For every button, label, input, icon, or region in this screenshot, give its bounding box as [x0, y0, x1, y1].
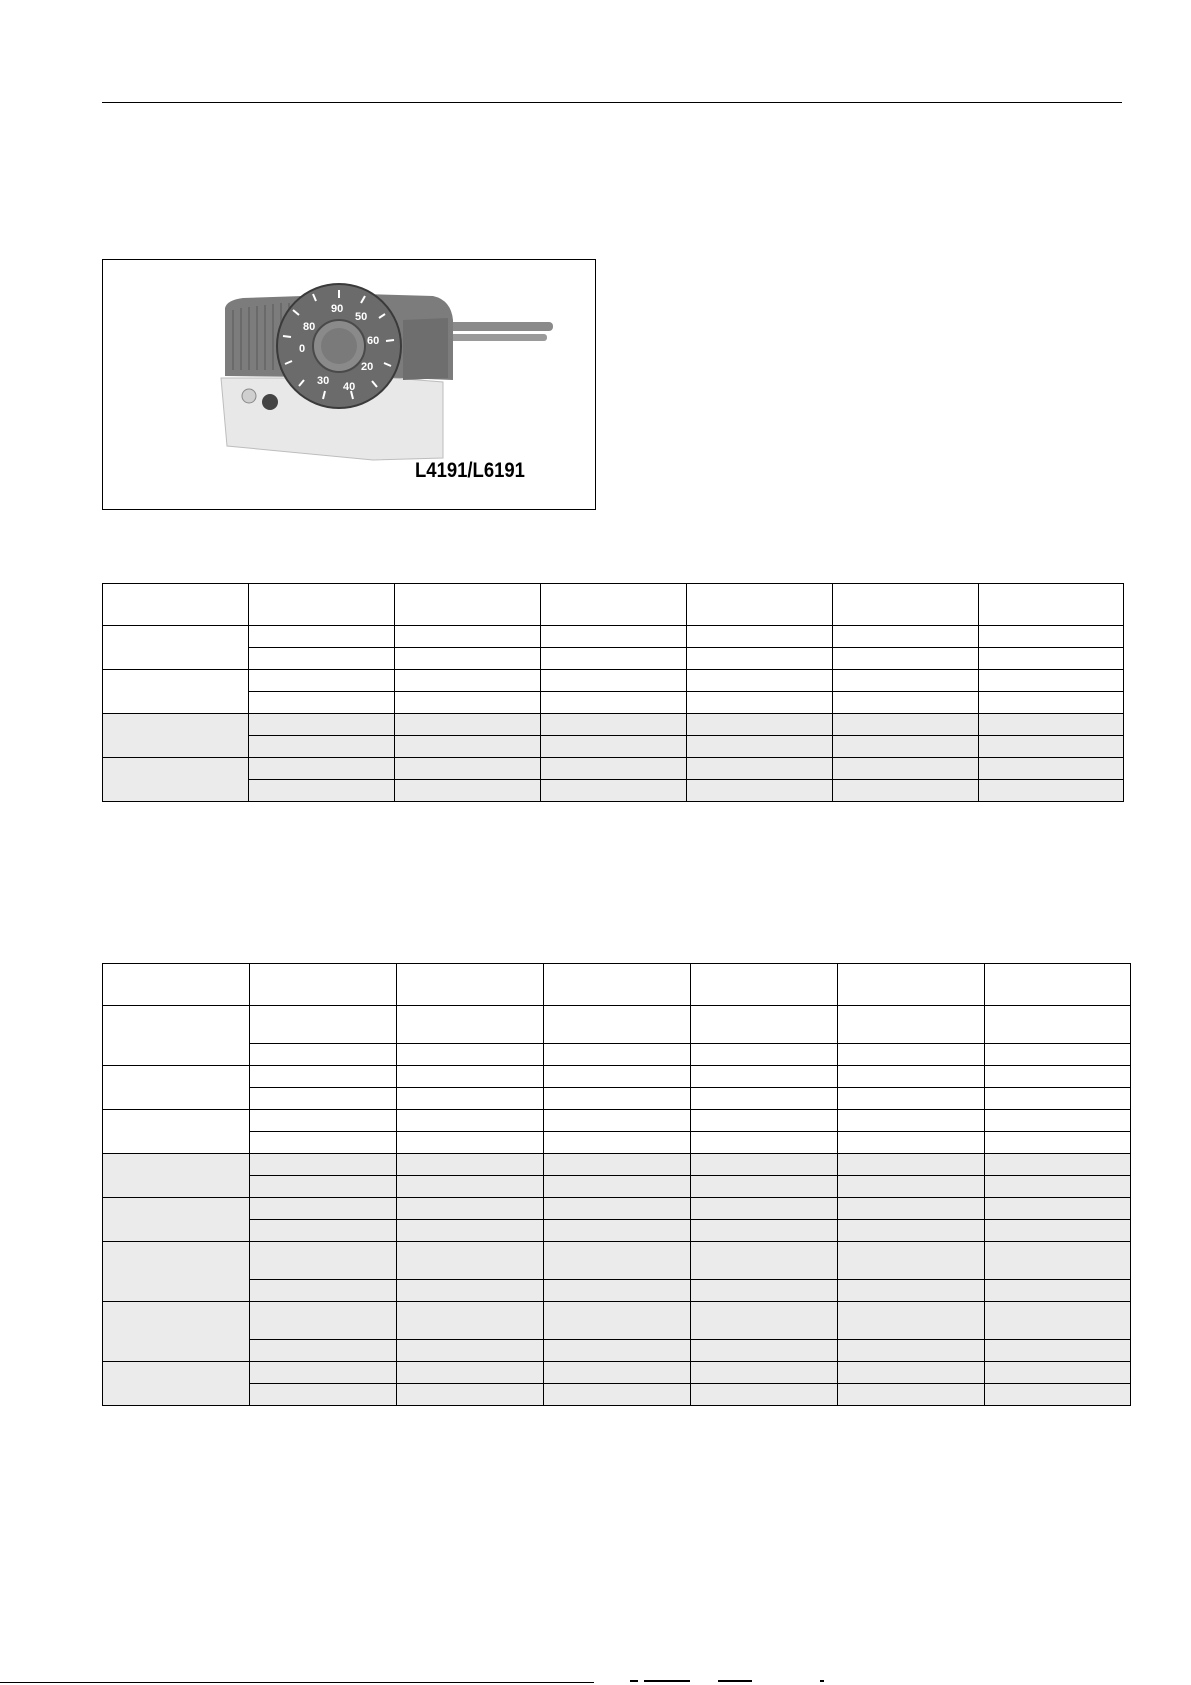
table-cell — [544, 1044, 691, 1066]
table-cell — [544, 1110, 691, 1132]
table-cell — [691, 1302, 838, 1340]
table-cell — [838, 1362, 985, 1384]
table-cell — [833, 626, 979, 648]
footer-rule — [0, 1682, 594, 1683]
table-cell — [397, 1176, 544, 1198]
table-cell — [249, 670, 395, 692]
table-cell — [985, 1302, 1131, 1340]
table-cell — [544, 964, 691, 1006]
table-cell — [250, 964, 397, 1006]
table-cell — [544, 1066, 691, 1088]
table-row — [103, 780, 1124, 802]
table-cell — [691, 964, 838, 1006]
table-cell — [541, 780, 687, 802]
table-cell — [544, 1384, 691, 1406]
table-cell — [103, 584, 249, 626]
table-row — [103, 736, 1124, 758]
table-cell — [691, 1044, 838, 1066]
table-cell — [833, 670, 979, 692]
table-cell — [397, 1132, 544, 1154]
table-cell — [249, 692, 395, 714]
table-cell — [985, 1110, 1131, 1132]
figure-caption: L4191/L6191 — [415, 459, 525, 482]
table-cell — [250, 1242, 397, 1280]
table-cell — [838, 1220, 985, 1242]
table-row — [103, 1384, 1131, 1406]
table-cell — [691, 1154, 838, 1176]
table-cell — [687, 692, 833, 714]
table-cell — [838, 1340, 985, 1362]
table-cell — [838, 1006, 985, 1044]
table-cell — [833, 584, 979, 626]
dial-number: 60 — [367, 335, 380, 347]
table-cell — [250, 1280, 397, 1302]
table-cell — [691, 1242, 838, 1280]
table-cell — [838, 1384, 985, 1406]
table-cell — [985, 1220, 1131, 1242]
table-cell — [397, 1362, 544, 1384]
table-cell — [250, 1198, 397, 1220]
table-row — [103, 626, 1124, 648]
table-cell — [833, 692, 979, 714]
table-cell — [250, 1110, 397, 1132]
table-row — [103, 1340, 1131, 1362]
table-cell — [395, 758, 541, 780]
table-cell — [985, 1006, 1131, 1044]
table-cell — [541, 692, 687, 714]
table-cell — [250, 1066, 397, 1088]
dial-number: 40 — [343, 381, 356, 393]
table-cell — [979, 670, 1124, 692]
table-cell — [544, 1220, 691, 1242]
table-cell — [691, 1176, 838, 1198]
table-cell — [397, 1384, 544, 1406]
table-cell — [541, 648, 687, 670]
table-cell — [985, 1362, 1131, 1384]
table-cell — [250, 1006, 397, 1044]
table-cell — [979, 648, 1124, 670]
table-cell — [544, 1154, 691, 1176]
table-cell — [687, 648, 833, 670]
table-cell — [544, 1280, 691, 1302]
table-cell — [691, 1088, 838, 1110]
table-cell — [838, 1280, 985, 1302]
table-cell — [541, 584, 687, 626]
table-cell — [985, 964, 1131, 1006]
table-cell — [691, 1362, 838, 1384]
dial-number: 50 — [355, 311, 368, 323]
table-cell — [833, 648, 979, 670]
table-cell — [397, 1198, 544, 1220]
table-cell — [249, 648, 395, 670]
table-cell — [979, 692, 1124, 714]
table-cell — [250, 1154, 397, 1176]
table-cell — [544, 1340, 691, 1362]
table-cell — [249, 780, 395, 802]
table-cell — [838, 964, 985, 1006]
table-cell — [544, 1302, 691, 1340]
table-cell — [985, 1132, 1131, 1154]
dial-number: 20 — [361, 361, 374, 373]
table-cell — [395, 648, 541, 670]
table-cell — [395, 736, 541, 758]
dial-number: 30 — [317, 375, 330, 387]
table-cell — [395, 714, 541, 736]
table-cell — [979, 714, 1124, 736]
table-cell — [250, 1302, 397, 1340]
table-cell — [541, 758, 687, 780]
table-cell — [544, 1242, 691, 1280]
table-cell — [250, 1340, 397, 1362]
table-cell — [395, 780, 541, 802]
table-cell — [103, 758, 249, 802]
table-cell — [103, 626, 249, 670]
table-cell — [985, 1154, 1131, 1176]
table-cell — [250, 1044, 397, 1066]
table-cell — [985, 1198, 1131, 1220]
table-cell — [250, 1176, 397, 1198]
table-cell — [103, 1110, 250, 1154]
table-cell — [691, 1132, 838, 1154]
table-cell — [833, 758, 979, 780]
table-cell — [395, 626, 541, 648]
table-cell — [838, 1132, 985, 1154]
table-cell — [979, 780, 1124, 802]
table-row — [103, 1280, 1131, 1302]
table-cell — [103, 1066, 250, 1110]
table-cell — [397, 1280, 544, 1302]
table-row — [103, 1242, 1131, 1280]
header-rule — [102, 102, 1122, 103]
table-header-row — [103, 584, 1124, 626]
table-cell — [691, 1220, 838, 1242]
table-cell — [544, 1176, 691, 1198]
table-cell — [691, 1066, 838, 1088]
table-cell — [544, 1132, 691, 1154]
table-header-row — [103, 964, 1131, 1006]
table-cell — [541, 736, 687, 758]
table-cell — [687, 758, 833, 780]
table-cell — [397, 1302, 544, 1340]
table-cell — [838, 1242, 985, 1280]
table-cell — [103, 670, 249, 714]
table-cell — [541, 714, 687, 736]
table-cell — [397, 1340, 544, 1362]
table-cell — [838, 1302, 985, 1340]
footer-marks — [630, 1679, 860, 1683]
table-cell — [103, 1006, 250, 1066]
table-cell — [541, 670, 687, 692]
table-cell — [838, 1198, 985, 1220]
table-cell — [397, 1242, 544, 1280]
table-row — [103, 1006, 1131, 1044]
table-cell — [838, 1176, 985, 1198]
table-cell — [103, 1154, 250, 1198]
table-cell — [250, 1220, 397, 1242]
table-cell — [687, 780, 833, 802]
table-row — [103, 1110, 1131, 1132]
table-cell — [985, 1044, 1131, 1066]
table-cell — [395, 692, 541, 714]
table-cell — [103, 1198, 250, 1242]
table-cell — [985, 1384, 1131, 1406]
table-row — [103, 1198, 1131, 1220]
table-row — [103, 1154, 1131, 1176]
table-cell — [397, 1154, 544, 1176]
table-2 — [102, 963, 1131, 1406]
table-cell — [103, 1242, 250, 1302]
table-row — [103, 1362, 1131, 1384]
table-cell — [395, 670, 541, 692]
table-cell — [397, 1220, 544, 1242]
table-row — [103, 1302, 1131, 1340]
table-cell — [250, 1132, 397, 1154]
product-photo-frame — [102, 259, 596, 510]
table-cell — [250, 1362, 397, 1384]
table-cell — [838, 1110, 985, 1132]
table-cell — [103, 964, 250, 1006]
table-cell — [979, 736, 1124, 758]
table-cell — [397, 1110, 544, 1132]
table-cell — [687, 736, 833, 758]
table-cell — [691, 1110, 838, 1132]
table-cell — [687, 670, 833, 692]
table-row — [103, 1176, 1131, 1198]
table-cell — [985, 1066, 1131, 1088]
table-cell — [687, 714, 833, 736]
table-cell — [979, 584, 1124, 626]
table-cell — [833, 780, 979, 802]
table-cell — [985, 1340, 1131, 1362]
table-cell — [687, 584, 833, 626]
table-cell — [544, 1088, 691, 1110]
table-row — [103, 758, 1124, 780]
table-cell — [838, 1154, 985, 1176]
table-cell — [397, 964, 544, 1006]
table-cell — [691, 1198, 838, 1220]
table-cell — [397, 1088, 544, 1110]
table-cell — [691, 1384, 838, 1406]
table-cell — [985, 1242, 1131, 1280]
table-cell — [249, 736, 395, 758]
table-cell — [691, 1280, 838, 1302]
table-row — [103, 1132, 1131, 1154]
dial-number: 0 — [299, 343, 306, 355]
table-row — [103, 1088, 1131, 1110]
table-cell — [979, 626, 1124, 648]
table-row — [103, 670, 1124, 692]
table-cell — [541, 626, 687, 648]
table-cell — [250, 1384, 397, 1406]
table-cell — [250, 1088, 397, 1110]
table-cell — [544, 1198, 691, 1220]
table-cell — [833, 736, 979, 758]
table-cell — [249, 714, 395, 736]
table-cell — [397, 1044, 544, 1066]
table-cell — [544, 1362, 691, 1384]
table-cell — [833, 714, 979, 736]
table-row — [103, 714, 1124, 736]
table-cell — [838, 1044, 985, 1066]
table-cell — [249, 584, 395, 626]
dial-number: 90 — [331, 303, 344, 315]
dial-number: 80 — [303, 321, 316, 333]
table-cell — [985, 1088, 1131, 1110]
table-cell — [103, 714, 249, 758]
table-1 — [102, 583, 1124, 802]
table-cell — [103, 1302, 250, 1362]
table-cell — [249, 758, 395, 780]
table-cell — [838, 1088, 985, 1110]
table-cell — [544, 1006, 691, 1044]
table-cell — [397, 1006, 544, 1044]
table-cell — [691, 1006, 838, 1044]
table-cell — [979, 758, 1124, 780]
table-cell — [687, 626, 833, 648]
table-cell — [691, 1340, 838, 1362]
table-row — [103, 1066, 1131, 1088]
table-row — [103, 1220, 1131, 1242]
table-row — [103, 692, 1124, 714]
table-row — [103, 1044, 1131, 1066]
table-row — [103, 648, 1124, 670]
table-cell — [395, 584, 541, 626]
table-cell — [985, 1176, 1131, 1198]
table-cell — [249, 626, 395, 648]
table-cell — [397, 1066, 544, 1088]
table-cell — [103, 1362, 250, 1406]
table-cell — [838, 1066, 985, 1088]
table-cell — [985, 1280, 1131, 1302]
